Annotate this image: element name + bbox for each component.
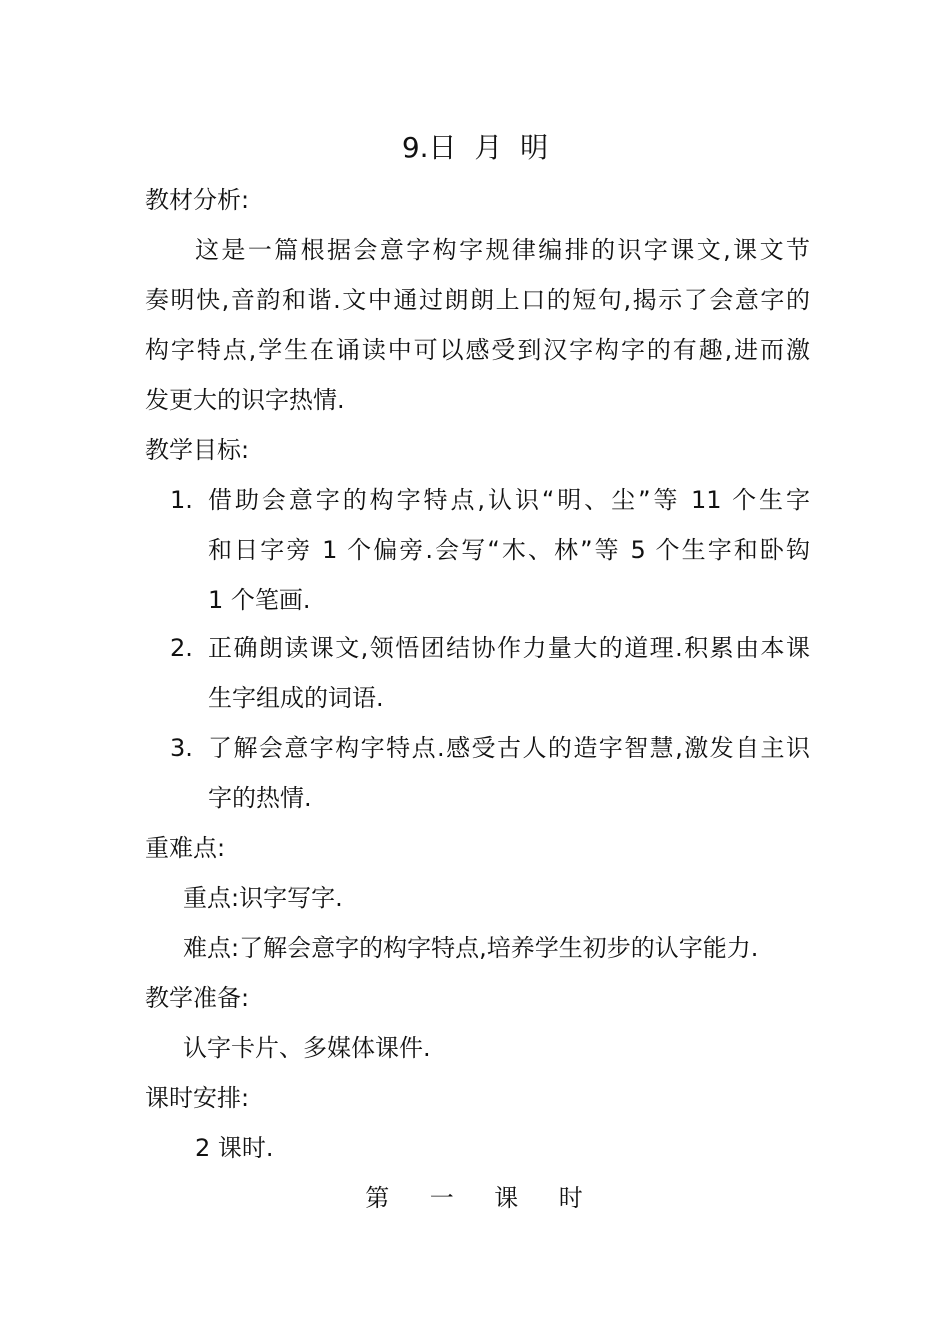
goal-number: 3. bbox=[170, 734, 193, 762]
prep-text: 认字卡片、多媒体课件. bbox=[183, 1034, 431, 1062]
goal-text-line: 借助会意字的构字特点,认识“明、尘”等 11 个生字 bbox=[208, 486, 810, 514]
goal-text-line: 字的热情. bbox=[208, 784, 312, 812]
document-title: 9.日 月 明 bbox=[401, 131, 549, 164]
goal-text-line: 正确朗读课文,领悟团结协作力量大的道理.积累由本课 bbox=[208, 634, 810, 662]
schedule-text: 2 课时. bbox=[195, 1134, 274, 1162]
goal-number: 1. bbox=[170, 486, 193, 514]
goal-text-line: 生字组成的词语. bbox=[208, 684, 384, 712]
keypoint-focus: 重点:识字写字. bbox=[183, 884, 343, 912]
goal-text-line: 和日字旁 1 个偏旁.会写“木、林”等 5 个生字和卧钩 bbox=[208, 536, 810, 564]
goal-text-line: 1 个笔画. bbox=[208, 586, 311, 614]
section-heading-keypoints: 重难点: bbox=[145, 834, 226, 862]
section-heading-schedule: 课时安排: bbox=[145, 1084, 250, 1112]
keypoint-difficulty: 难点:了解会意字的构字特点,培养学生初步的认字能力. bbox=[183, 934, 759, 962]
lesson-heading: 第 一 课 时 bbox=[365, 1184, 585, 1212]
section-heading-goals: 教学目标: bbox=[145, 436, 250, 464]
goal-text-line: 了解会意字构字特点.感受古人的造字智慧,激发自主识 bbox=[208, 734, 810, 762]
analysis-paragraph-line: 发更大的识字热情. bbox=[145, 386, 345, 414]
section-heading-prep: 教学准备: bbox=[145, 984, 250, 1012]
analysis-paragraph-line: 这是一篇根据会意字构字规律编排的识字课文,课文节 bbox=[195, 236, 810, 264]
analysis-paragraph-line: 奏明快,音韵和谐.文中通过朗朗上口的短句,揭示了会意字的 bbox=[145, 286, 810, 314]
goal-number: 2. bbox=[170, 634, 193, 662]
analysis-paragraph-line: 构字特点,学生在诵读中可以感受到汉字构字的有趣,进而激 bbox=[145, 336, 810, 364]
section-heading-analysis: 教材分析: bbox=[145, 186, 250, 214]
